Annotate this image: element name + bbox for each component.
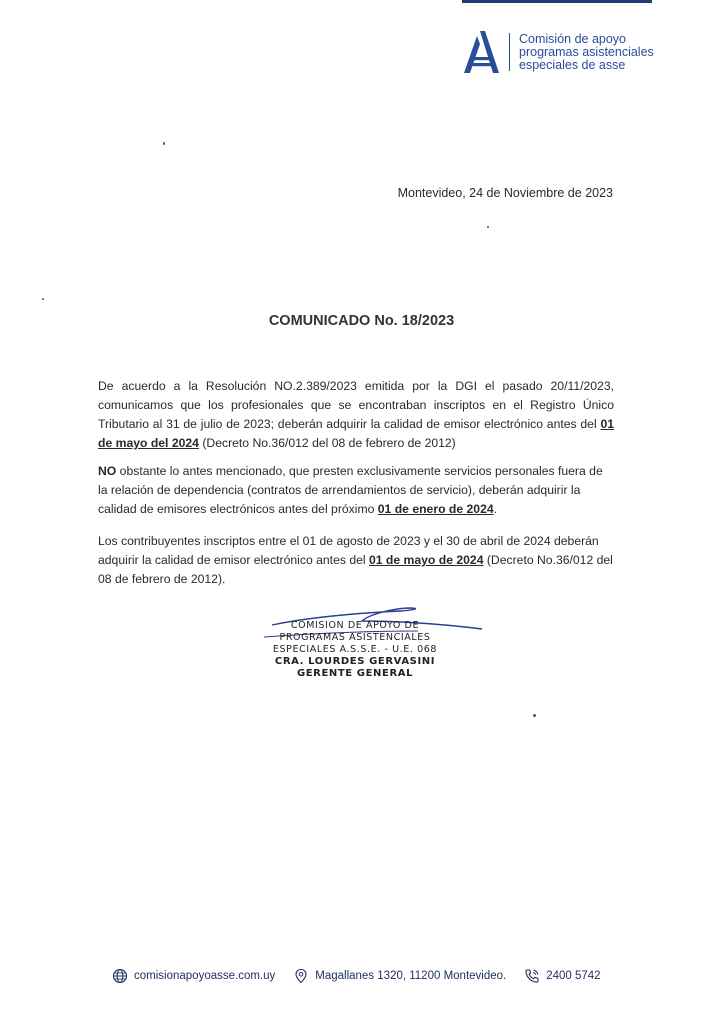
- footer-website-text: comisionapoyoasse.com.uy: [134, 970, 276, 982]
- scan-speck: [163, 142, 165, 145]
- paragraph-2: [98, 462, 614, 519]
- phone-icon: [524, 968, 540, 984]
- org-logo: [461, 30, 654, 74]
- signer-name: CRA. LOURDES GERVASINI: [274, 656, 436, 667]
- document-title: COMUNICADO No. 18/2023: [268, 313, 455, 329]
- asse-logo-icon: [461, 30, 499, 74]
- signature-stamp: [250, 603, 490, 693]
- footer-website[interactable]: [112, 968, 275, 984]
- footer-phone-text: 2400 5742: [546, 970, 601, 982]
- paragraph-3: [98, 532, 614, 589]
- p3-end: (Decreto No.36/012 del 08 de febrero de 2012).: [98, 553, 613, 586]
- stamp-line-3: ESPECIALES A.S.S.E. - U.E. 068: [272, 644, 438, 655]
- p1-text: De acuerdo a la Resolución NO.2.389/2023 emitida por la DGI el pasado 20/11/2023, comunicamos que los profesionales que se encontraban inscriptos en el Registro Único Tributario al 31 de julio de 2023; deberán adquirir la calidad de emisor electrónico antes del: [98, 379, 614, 431]
- footer: [112, 968, 619, 984]
- p1-end: (Decreto No.36/012 del 08 de febrero de 2012): [198, 436, 456, 450]
- stamp-line-2: PROGRAMAS ASISTENCIALES: [279, 632, 431, 643]
- p1-deadline: 01 de mayo del 2024: [98, 417, 614, 450]
- paragraph-1: [98, 377, 614, 453]
- p3-deadline: 01 de mayo de 2024: [368, 553, 484, 567]
- org-name-line1: Comisión de apoyo: [519, 31, 627, 46]
- p2-bold: NO: [98, 464, 117, 478]
- org-name-line2: programas asistenciales: [519, 44, 654, 59]
- p3-text: Los contribuyentes inscriptos entre el 01 de agosto de 2023 y el 30 de abril de 2024 deberán adquirir la calidad de emisor electrónico antes del: [98, 534, 599, 567]
- scan-speck: [533, 714, 536, 717]
- globe-icon: [112, 968, 128, 984]
- scan-speck: [487, 226, 489, 228]
- scan-speck: [42, 298, 44, 300]
- footer-phone[interactable]: [524, 968, 600, 984]
- signer-title: GERENTE GENERAL: [296, 668, 414, 679]
- p2-end: .: [493, 502, 498, 516]
- logo-divider: [509, 33, 510, 71]
- stamp-line-1: COMISION DE APOYO DE: [290, 620, 420, 631]
- document-date: Montevideo, 24 de Noviembre de 2023: [397, 186, 613, 200]
- footer-address: [293, 968, 506, 984]
- p2-text: obstante lo antes mencionado, que presten exclusivamente servicios personales fuera de la relación de dependencia (contratos de arrendamientos de servicio), deberán adquirir la calidad de emisores electrónicos antes del próximo: [98, 464, 603, 516]
- org-name: [519, 33, 654, 72]
- top-accent-bar: [462, 0, 652, 3]
- location-pin-icon: [293, 968, 309, 984]
- footer-address-text: Magallanes 1320, 11200 Montevideo.: [315, 970, 507, 982]
- p2-deadline: 01 de enero de 2024: [377, 502, 494, 516]
- org-name-line3: especiales de asse: [519, 57, 626, 72]
